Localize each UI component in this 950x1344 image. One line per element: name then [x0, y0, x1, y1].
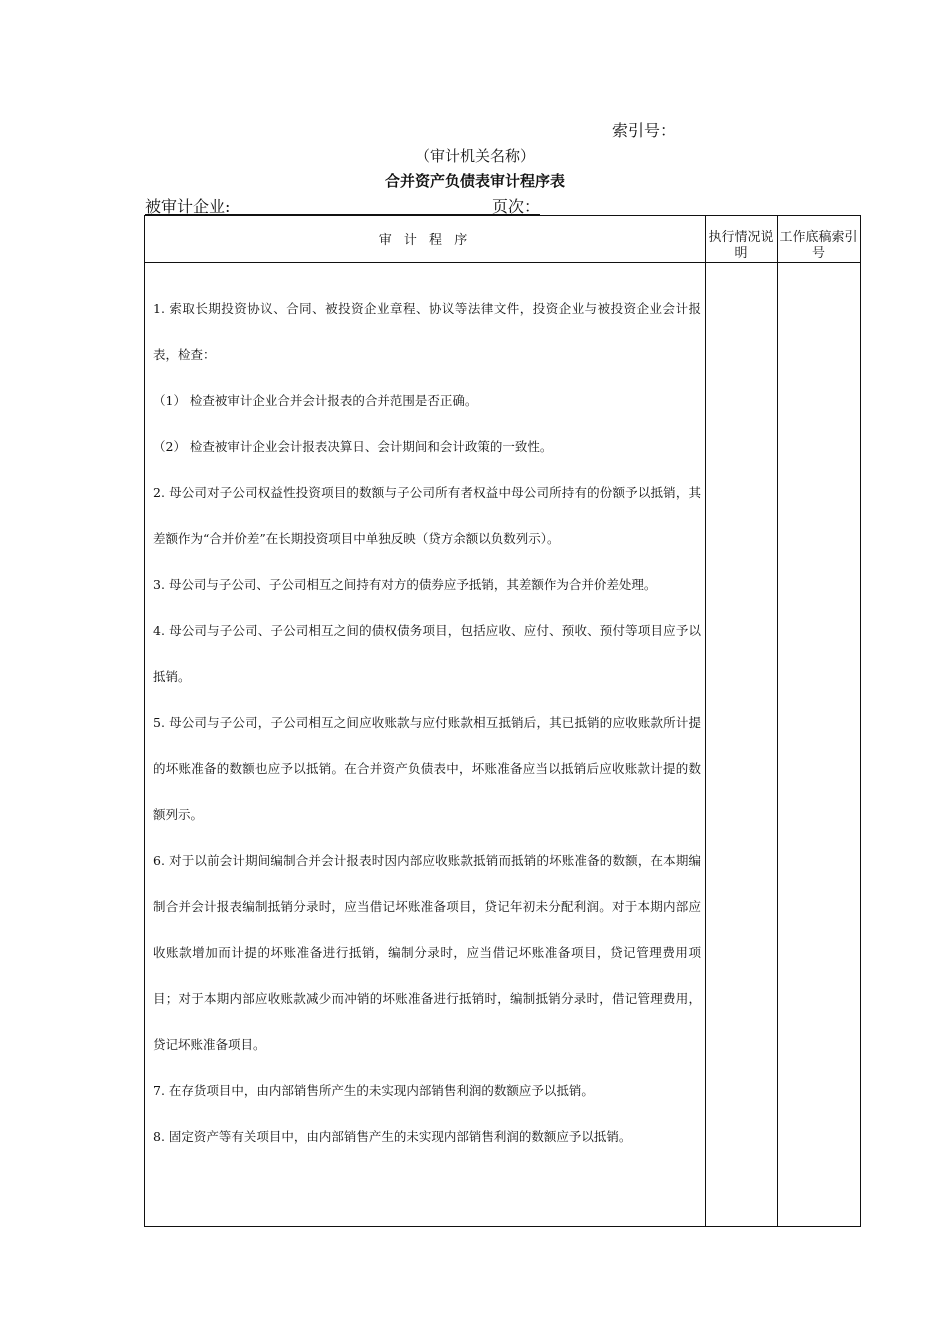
audit-procedure-table — [144, 215, 861, 1227]
procedure-item: 7. 在存货项目中，由内部销售所产生的未实现内部销售利润的数额应予以抵销。 — [153, 1083, 594, 1098]
column-header-workpaper-ref: 工作底稿索引号 — [779, 230, 858, 261]
procedure-item: 3. 母公司与子公司、子公司相互之间持有对方的债券应予抵销，其差额作为合并价差处理。 — [153, 577, 657, 592]
procedure-item: 8. 固定资产等有关项目中，由内部销售产生的未实现内部销售利润的数额应予以抵销。 — [153, 1129, 632, 1144]
procedure-item: 5. 母公司与子公司，子公司相互之间应收账款与应付账款相互抵销后，其已抵销的应收账款所计提的坏账准备的数额也应予以抵销。在合并资产负债表中，坏账准备应当以抵销后应收账款计提的数额列示。 — [153, 715, 701, 822]
procedure-list — [153, 286, 701, 1160]
page-number-label: 页次： — [492, 197, 541, 216]
procedure-item: （1） 检查被审计企业合并会计报表的合并范围是否正确。 — [153, 393, 478, 408]
column-header-procedure: 审 计 程 序 — [378, 233, 472, 248]
audit-org-name: （审计机关名称） — [414, 147, 535, 165]
page-title: 合并资产负债表审计程序表 — [384, 172, 565, 190]
entity-line — [145, 194, 540, 215]
column-divider — [777, 216, 778, 1226]
procedure-item: 2. 母公司对子公司权益性投资项目的数额与子公司所有者权益中母公司所持有的份额予以抵销，其差额作为“合并价差”在长期投资项目中单独反映（贷方余额以负数列示）。 — [153, 485, 701, 546]
header-divider — [145, 262, 860, 263]
index-number-label: 索引号： — [612, 121, 677, 140]
procedure-item: 1. 索取长期投资协议、合同、被投资企业章程、协议等法律文件，投资企业与被投资企业会计报表，检查： — [153, 301, 701, 362]
audited-entity-label: 被审计企业: — [145, 197, 231, 216]
column-header-execution: 执行情况说明 — [708, 230, 774, 261]
column-divider — [705, 216, 706, 1226]
procedure-item: 4. 母公司与子公司、子公司相互之间的债权债务项目，包括应收、应付、预收、预付等项目应予以抵销。 — [153, 623, 701, 684]
procedure-item: （2） 检查被审计企业会计报表决算日、会计期间和会计政策的一致性。 — [153, 439, 553, 454]
procedure-item: 6. 对于以前会计期间编制合并会计报表时因内部应收账款抵销而抵销的坏账准备的数额，在本期编制合并会计报表编制抵销分录时，应当借记坏账准备项目，贷记年初未分配利润。对于本期内部应收账款增加而计提的坏账准备进行抵销，编制分录时，应当借记坏账准备项目，贷记管理费用项目；对于本期内部应收账款减少而冲销的坏账准备进行抵销时，编制抵销分录时，借记管理费用，贷记坏账准备项目。 — [153, 853, 701, 1052]
